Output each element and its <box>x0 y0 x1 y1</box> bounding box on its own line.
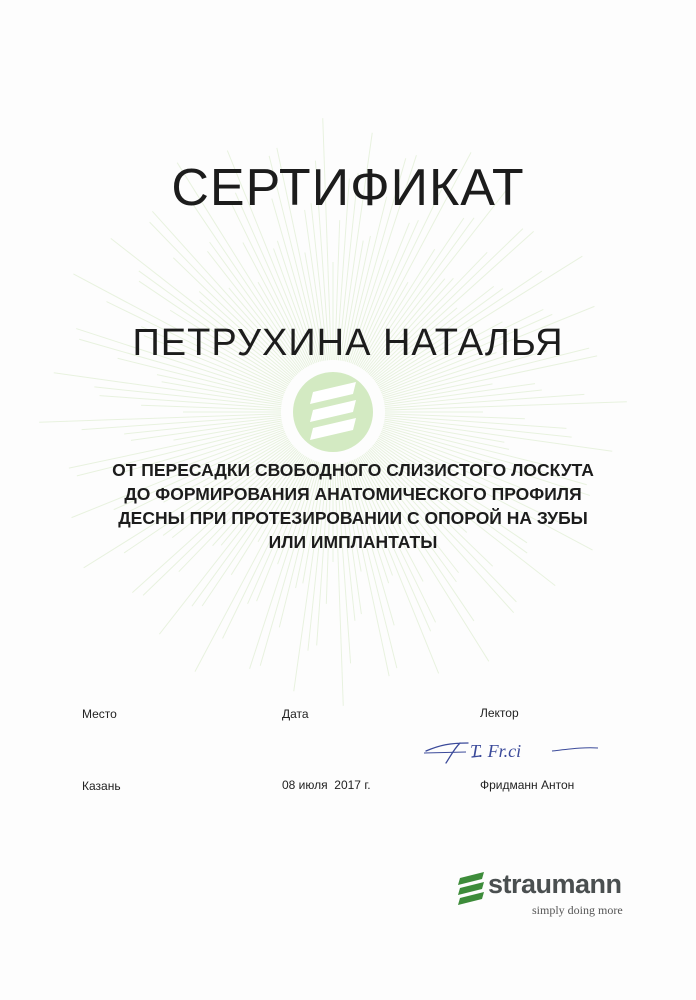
place-value: Казань <box>82 779 121 793</box>
course-line: ОТ ПЕРЕСАДКИ СВОБОДНОГО СЛИЗИСТОГО ЛОСКУТА <box>112 460 594 480</box>
certificate-title: СЕРТИФИКАТ <box>171 159 525 217</box>
sunburst-ray <box>173 421 281 440</box>
sunburst-ray <box>385 417 572 437</box>
lecturer-value: Фридманн Антон <box>480 778 575 792</box>
sunburst-ray <box>94 387 281 407</box>
date-label: Дата <box>282 707 309 721</box>
signature-text: T. Fr.ci <box>470 741 522 761</box>
straumann-logo <box>458 866 648 926</box>
course-line: ДЕСНЫ ПРИ ПРОТЕЗИРОВАНИИ С ОПОРОЙ НА ЗУБЫ <box>118 508 588 528</box>
course-title <box>60 458 646 554</box>
brand-slogan: simply doing more <box>532 903 623 917</box>
sunburst-ray <box>141 405 281 410</box>
sunburst-ray <box>131 419 282 440</box>
sunburst-ray <box>384 384 535 405</box>
course-line: ДО ФОРМИРОВАНИЯ АНАТОМИЧЕСКОГО ПРОФИЛЯ <box>124 484 582 504</box>
lecturer-label: Лектор <box>480 706 519 720</box>
sunburst-ray <box>384 384 492 403</box>
date-value: 08 июля 2017 г. <box>282 778 371 792</box>
straumann-logo-icon <box>458 870 486 906</box>
course-line: ИЛИ ИМПЛАНТАТЫ <box>268 532 438 552</box>
recipient-name: ПЕТРУХИНА НАТАЛЬЯ <box>132 322 564 364</box>
brand-name: straumann <box>488 869 622 899</box>
lecturer-signature <box>420 735 600 771</box>
place-label: Место <box>82 707 117 721</box>
sunburst-ray <box>385 414 525 419</box>
